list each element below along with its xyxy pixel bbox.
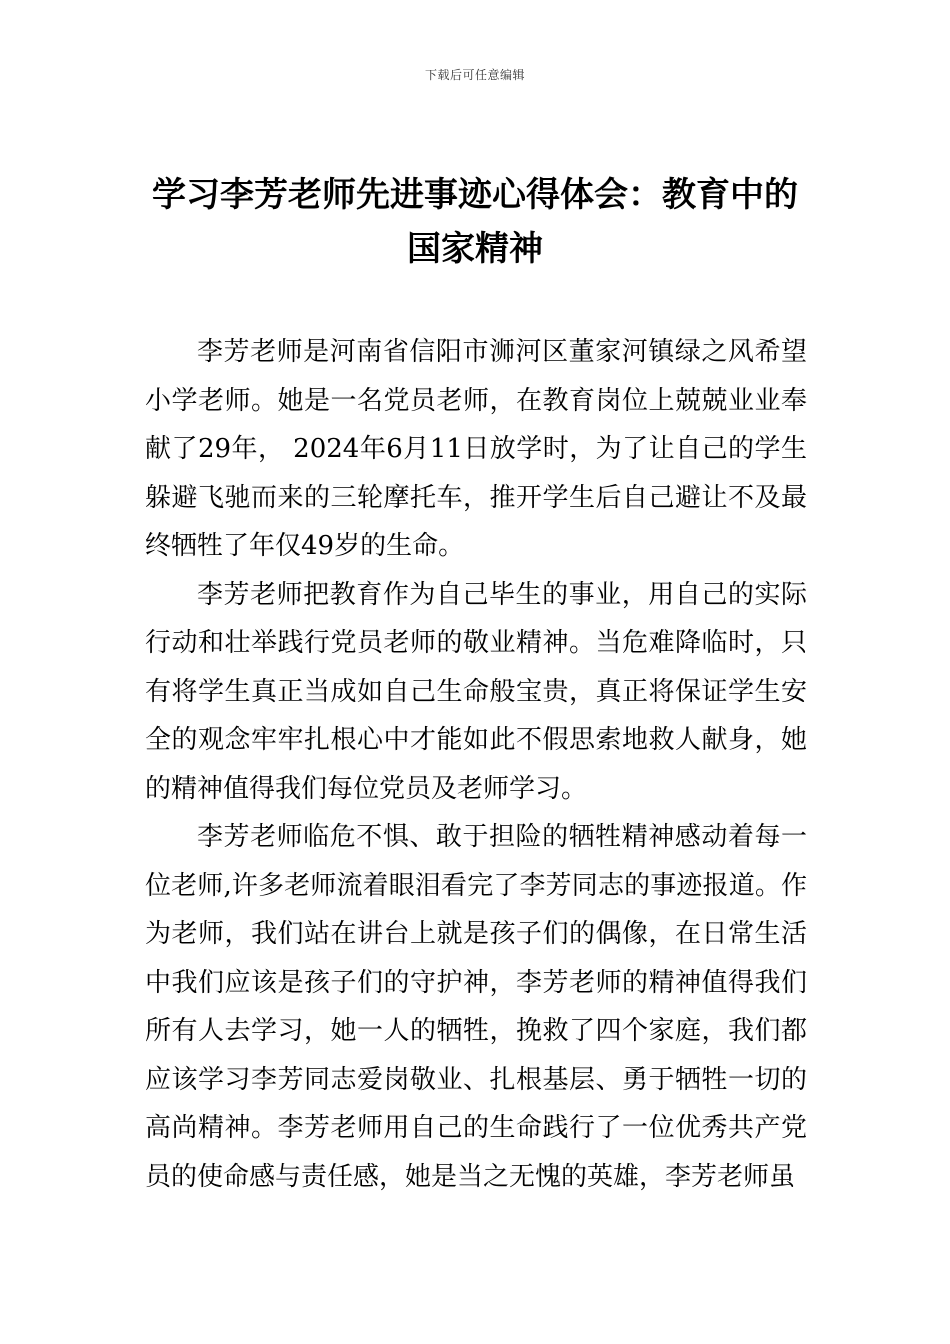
document-title: 学习李芳老师先进事迹心得体会：教育中的国家精神: [152, 175, 798, 269]
paragraph-2: 李芳老师把教育作为自己毕生的事业，用自己的实际行动和壮举践行党员老师的敬业精神。当危难降临时，只有将学生真正当成如自己生命般宝贵，真正将保证学生安全的观念牢牢扎根心中才能如此不假思索地救人献身，她的精神值得我们每位党员及老师学习。: [145, 579, 807, 804]
header-note: 下载后可任意编辑: [424, 68, 525, 82]
paragraph-3: 李芳老师临危不惧、敢于担险的牺牲精神感动着每一位老师,许多老师流着眼泪看完了李芳同志的事迹报道。作为老师，我们站在讲台上就是孩子们的偶像，在日常生活中我们应该是孩子们的守护神，李芳老师的精神值得我们所有人去学习，她一人的牺牲，挽救了四个家庭，我们都应该学习李芳同志爱岗敬业、扎根基层、勇于牺牲一切的高尚精神。李芳老师用自己的生命践行了一位优秀共产党员的使命感与责任感，她是当之无愧的英雄，李芳老师虽: [145, 822, 807, 1192]
paragraph-1: 李芳老师是河南省信阳市浉河区董家河镇绿之风希望小学老师。她是一名党员老师，在教育岗位上兢兢业业奉献了29年， 2024年6月11日放学时，为了让自己的学生躲避飞驰而来的三轮摩托车，推开学生后自己避让不及最终牺牲了年仅49岁的生命。: [145, 337, 807, 561]
document-body: [145, 328, 807, 1201]
